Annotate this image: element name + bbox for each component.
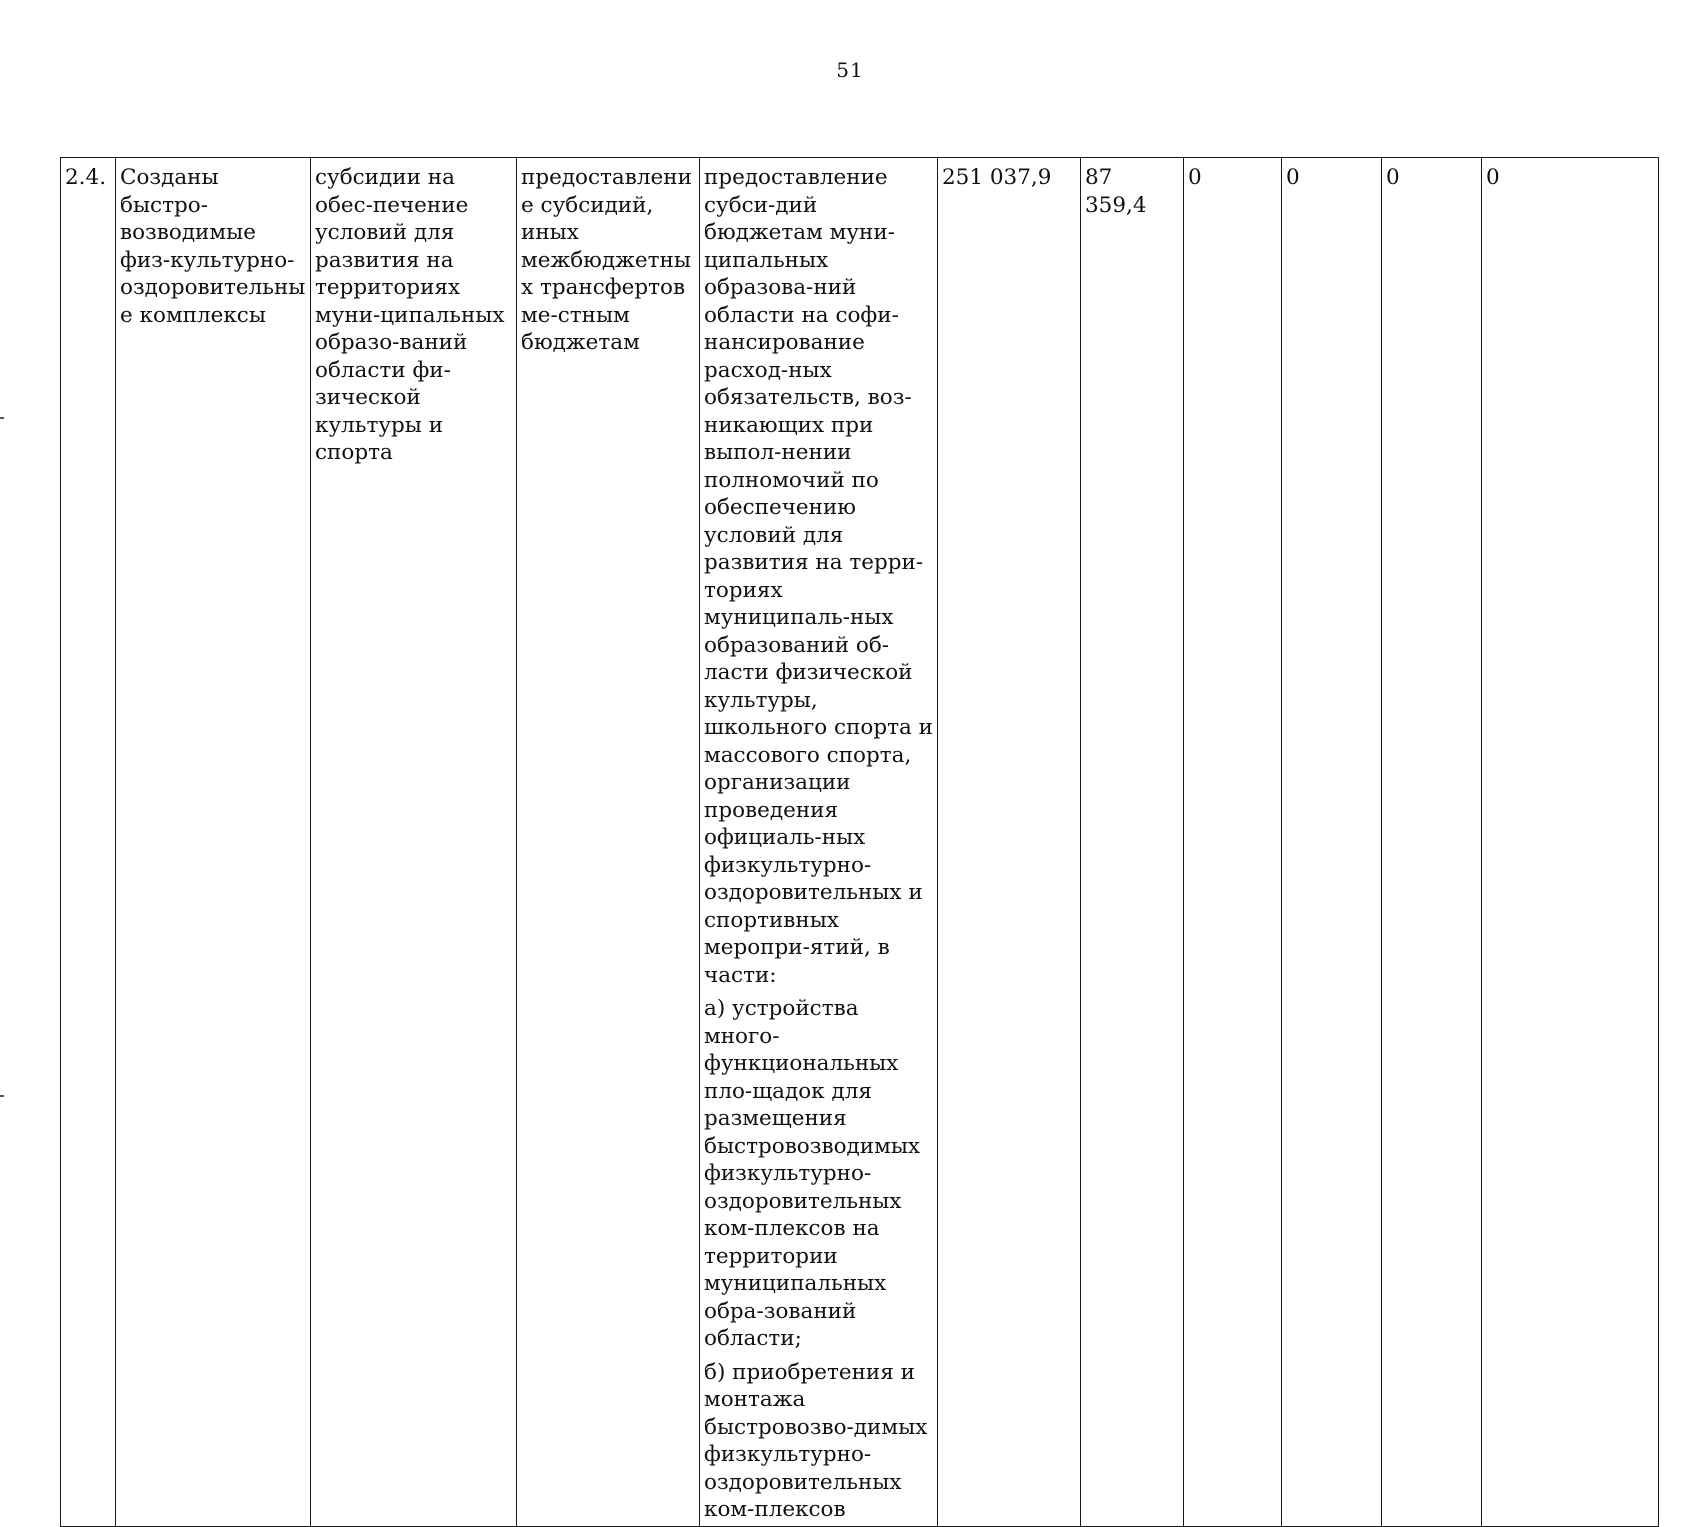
budget-table <box>60 157 1659 1527</box>
subsidy-cell: субсидии на обес-печение условий для развития на территориях муни-ципальных образо-ваний области фи-зической культуры и спорта <box>311 158 517 1527</box>
transfer-type-cell: предоставление субсидий, иных межбюджетных трансфертов ме-стным бюджетам <box>517 158 700 1527</box>
description-item-b: б) приобретения и монтажа быстровозво-димых физкультурно-оздоровительных ком-плексов <box>704 1359 928 1522</box>
amount-cell: 0 <box>1482 158 1659 1527</box>
description-main: предоставление субси-дий бюджетам муни-ципальных образова-ний области на софи-нансирование расход-ных обязательств, воз-никающих при выпол-нении полномочий по обеспечению условий для развития на терри-ториях муниципаль-ных образований об-ласти физической культуры, школьного спорта и массового спорта, организации проведения официаль-ных физкультурно-оздоровительных и спортивных меропри-ятий, в части: <box>704 165 934 988</box>
description-cell <box>700 158 938 1527</box>
amount-cell: 251 037,9 <box>938 158 1081 1527</box>
amount-cell: 0 <box>1282 158 1382 1527</box>
description-item-a: а) устройства много-функциональных пло-щадок для размещения быстровозводимых физкультурно-оздоровительных ком-плексов на территории муниципальных обра-зований области; <box>704 996 921 1351</box>
margin-mark <box>0 1095 4 1097</box>
row-index-cell: 2.4. <box>61 158 116 1527</box>
result-cell: Созданы быстро-возводимые физ-культурно-оздоровительные комплексы <box>116 158 311 1527</box>
amount-cell: 0 <box>1382 158 1482 1527</box>
table-row <box>61 158 1659 1527</box>
amount-cell: 0 <box>1184 158 1282 1527</box>
page-number: 51 <box>836 58 864 82</box>
amount-cell: 87 359,4 <box>1081 158 1184 1527</box>
margin-mark <box>0 417 4 419</box>
